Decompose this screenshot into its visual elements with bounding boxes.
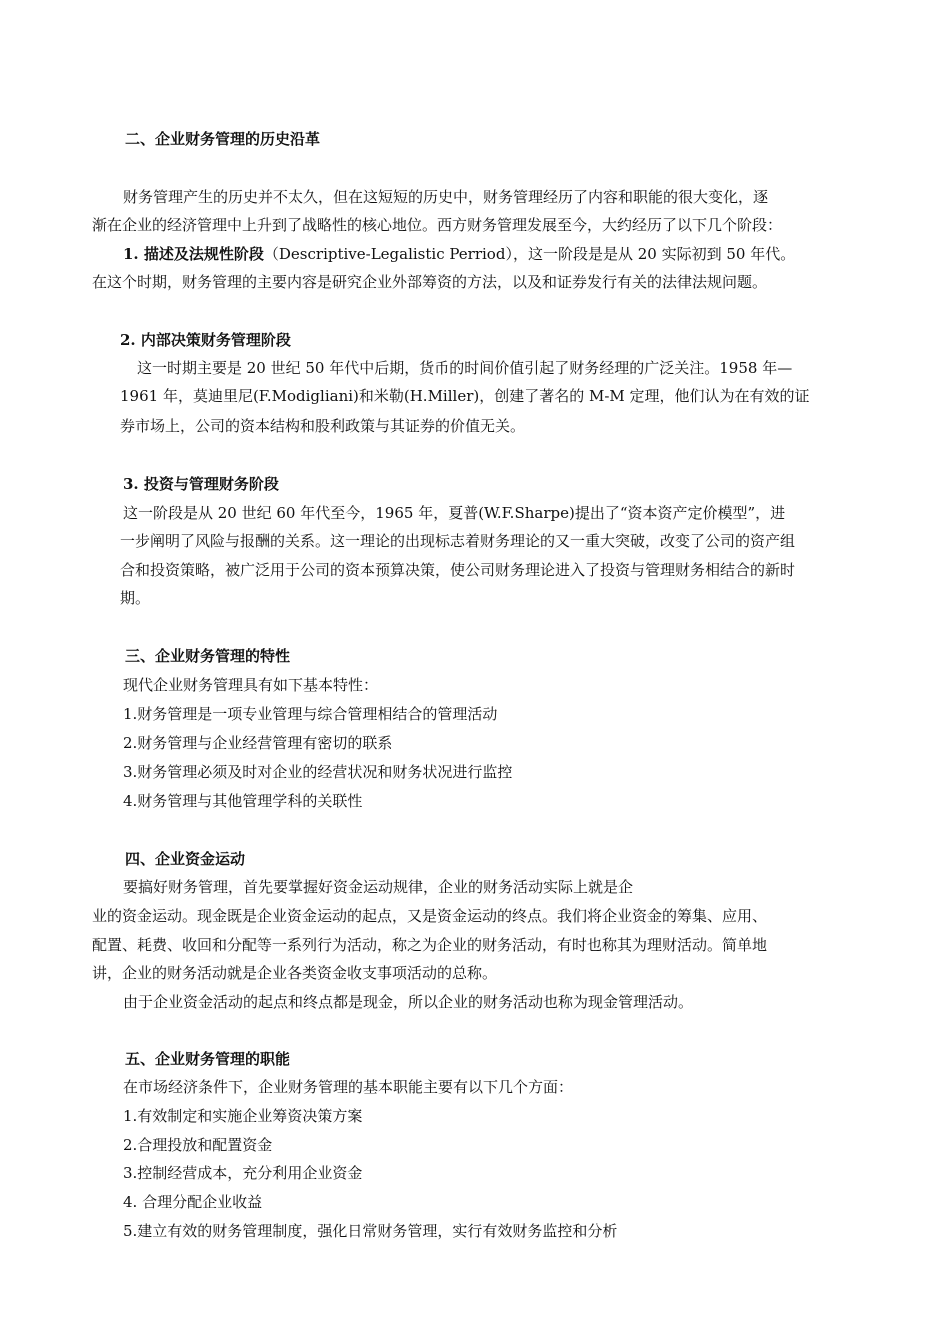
stage-3-title: 3. 投资与管理财务阶段	[123, 475, 279, 493]
stage-1-description: （Descriptive-Legalistic Perriod），这一阶段是是从 20 实际初到 50 年代。	[263, 245, 796, 263]
section-4-line: 业的资金运动。现金既是企业资金运动的起点，又是资金运动的终点。我们将企业资金的筹集、应用、	[92, 907, 768, 925]
section-5-list-item: 5.建立有效的财务管理制度，强化日常财务管理，实行有效财务监控和分析	[123, 1222, 618, 1240]
section-5-intro: 在市场经济条件下，企业财务管理的基本职能主要有以下几个方面：	[123, 1078, 574, 1096]
section-2-paragraph-line: 渐在企业的经济管理中上升到了战略性的核心地位。西方财务管理发展至今，大约经历了以下几个阶段：	[92, 216, 783, 234]
stage-3-line: 一步阐明了风险与报酬的关系。这一理论的出现标志着财务理论的又一重大突破，改变了公司的资产组	[120, 532, 796, 550]
section-2-paragraph-line: 财务管理产生的历史并不太久，但在这短短的历史中，财务管理经历了内容和职能的很大变化，逐	[123, 188, 769, 206]
section-5-list-item: 3.控制经营成本，充分利用企业资金	[123, 1164, 363, 1182]
section-2-heading: 二、企业财务管理的历史沿革	[125, 130, 321, 148]
section-3-list-item: 2.财务管理与企业经营管理有密切的联系	[123, 734, 393, 752]
section-5-heading: 五、企业财务管理的职能	[125, 1050, 291, 1068]
stage-3-line: 期。	[120, 589, 151, 607]
section-5-list-item: 2.合理投放和配置资金	[123, 1136, 273, 1154]
section-4-line: 讲，企业的财务活动就是企业各类资金收支事项活动的总称。	[92, 964, 498, 982]
section-3-list-item: 4.财务管理与其他管理学科的关联性	[123, 792, 363, 810]
section-5-list-item: 4. 合理分配企业收益	[123, 1193, 263, 1211]
stage-3-line: 合和投资策略，被广泛用于公司的资本预算决策，使公司财务理论进入了投资与管理财务相结合的新时	[120, 561, 796, 579]
section-3-list-item: 3.财务管理必须及时对企业的经营状况和财务状况进行监控	[123, 763, 513, 781]
section-3-heading: 三、企业财务管理的特性	[125, 647, 291, 665]
stage-1-title: 1. 描述及法规性阶段	[123, 245, 264, 263]
section-3-intro: 现代企业财务管理具有如下基本特性：	[123, 676, 379, 694]
stage-3-line: 这一阶段是从 20 世纪 60 年代至今，1965 年，夏普(W.F.Sharpe)提出了“资本资产定价模型”，进	[123, 504, 786, 522]
stage-2-line: 这一时期主要是 20 世纪 50 年代中后期，货币的时间价值引起了财务经理的广泛关注。1958 年—	[137, 359, 793, 377]
section-4-heading: 四、企业资金运动	[125, 850, 246, 868]
section-4-line: 要搞好财务管理，首先要掌握好资金运动规律，企业的财务活动实际上就是企	[123, 878, 634, 896]
stage-2-line: 1961 年，莫迪里尼(F.Modigliani)和米勒(H.Miller)，创建了著名的 M-M 定理，他们认为在有效的证	[120, 387, 810, 405]
stage-2-title: 2. 内部决策财务管理阶段	[120, 331, 291, 349]
section-5-list-item: 1.有效制定和实施企业筹资决策方案	[123, 1107, 363, 1125]
stage-1-line	[123, 244, 795, 264]
stage-2-line: 券市场上，公司的资本结构和股利政策与其证券的价值无关。	[120, 417, 526, 435]
section-4-line: 配置、耗费、收回和分配等一系列行为活动，称之为企业的财务活动，有时也称其为理财活动。简单地	[92, 936, 768, 954]
section-3-list-item: 1.财务管理是一项专业管理与综合管理相结合的管理活动	[123, 705, 498, 723]
stage-1-line: 在这个时期，财务管理的主要内容是研究企业外部筹资的方法，以及和证券发行有关的法律法规问题。	[92, 273, 768, 291]
section-4-line: 由于企业资金活动的起点和终点都是现金，所以企业的财务活动也称为现金管理活动。	[123, 993, 694, 1011]
